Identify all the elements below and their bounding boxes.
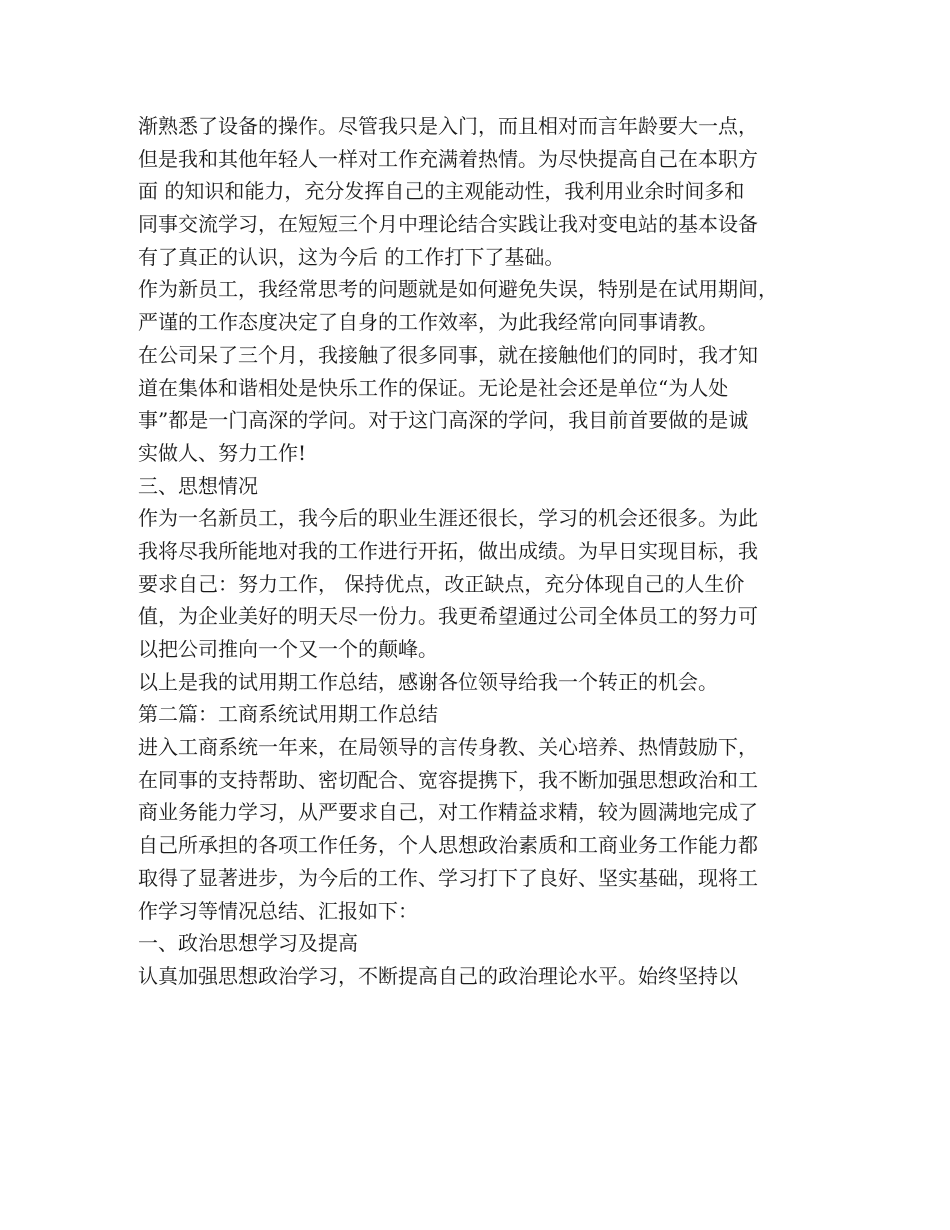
text-line: 面 的知识和能力，充分发挥自己的主观能动性，我利用业余时间多和 — [138, 179, 745, 204]
text-line: 值，为企业美好的明天尽一份力。我更希望通过公司全体员工的努力可 — [138, 604, 758, 629]
text-line: 第二篇：工商系统试用期工作总结 — [138, 702, 438, 727]
text-line: 严谨的工作态度决定了自身的工作效率，为此我经常向同事请教。 — [138, 310, 718, 335]
text-line: 三、思想情况 — [138, 473, 258, 498]
document-body — [138, 110, 828, 993]
text-line: 事”都是一门高深的学问。对于这门高深的学问，我目前首要做的是诚 — [138, 408, 749, 433]
text-line: 一、政治思想学习及提高 — [138, 931, 358, 956]
text-line: 渐熟悉了设备的操作。尽管我只是入门，而且相对而言年龄要大一点， — [138, 114, 758, 138]
text-line: 作为一名新员工，我今后的职业生涯还很长，学习的机会还很多。为此 — [138, 506, 758, 531]
text-line: 以上是我的试用期工作总结，感谢各位领导给我一个转正的机会。 — [138, 669, 718, 694]
text-line: 作学习等情况总结、汇报如下： — [138, 898, 418, 923]
text-line: 我将尽我所能地对我的工作进行开拓，做出成绩。为早日实现目标，我 — [138, 538, 758, 563]
text-line: 在公司呆了三个月，我接触了很多同事，就在接触他们的同时，我才知 — [138, 342, 758, 367]
text-line: 认真加强思想政治学习，不断提高自己的政治理论水平。始终坚持以 — [138, 963, 738, 988]
text-line: 但是我和其他年轻人一样对工作充满着热情。为尽快提高自己在本职方 — [138, 146, 758, 171]
text-line: 商业务能力学习，从严要求自己，对工作精益求精，较为圆满地完成了 — [138, 800, 758, 825]
text-line: 有了真正的认识，这为今后 的工作打下了基础。 — [138, 244, 565, 269]
text-line: 同事交流学习，在短短三个月中理论结合实践让我对变电站的基本设备 — [138, 212, 758, 237]
text-line: 实做人、努力工作! — [138, 440, 307, 465]
text-line: 以把公司推向一个又一个的颠峰。 — [138, 637, 438, 661]
text-line: 作为新员工，我经常思考的问题就是如何避免失误，特别是在试用期间， — [138, 277, 778, 302]
text-line: 取得了显著进步，为今后的工作、学习打下了良好、坚实基础，现将工 — [138, 865, 758, 890]
text-line: 在同事的支持帮助、密切配合、宽容提携下，我不断加强思想政治和工 — [138, 767, 758, 792]
text-line: 要求自己：努力工作， 保持优点，改正缺点，充分体现自己的人生价 — [138, 571, 745, 596]
text-line: 进入工商系统一年来，在局领导的言传身教、关心培养、热情鼓励下， — [138, 735, 758, 760]
text-line: 自己所承担的各项工作任务，个人思想政治素质和工商业务工作能力都 — [138, 833, 758, 858]
text-line: 道在集体和谐相处是快乐工作的保证。无论是社会还是单位“为人处 — [138, 375, 729, 400]
